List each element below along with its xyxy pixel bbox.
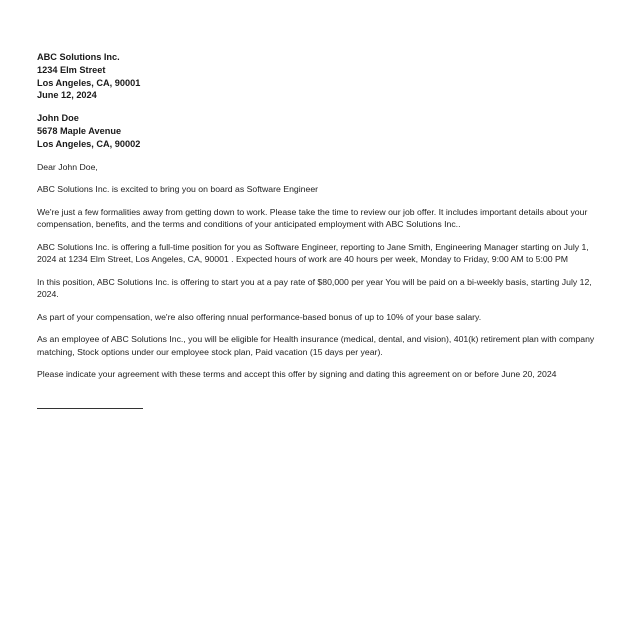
recipient-address-block xyxy=(37,112,600,150)
sender-address-block xyxy=(37,51,600,102)
salutation: Dear John Doe, xyxy=(37,161,98,172)
paragraph-acceptance: Please indicate your agreement with these terms and accept this offer by signing and dating this agreement on or before June 20, 2024 xyxy=(37,369,557,380)
sender-company: ABC Solutions Inc. xyxy=(37,52,120,62)
paragraph-bonus: As part of your compensation, we're also offering nnual performance-based bonus of up to 10% of your base salary. xyxy=(37,311,482,322)
paragraph-benefits: As an employee of ABC Solutions Inc., you will be eligible for Health insurance (medical, dental, and vision), 401(k) retirement plan with company matching, Stock options under our employee stock plan, Paid vacation (15 days per year). xyxy=(37,334,595,357)
paragraph-position: ABC Solutions Inc. is offering a full-time position for you as Software Engineer, reporting to Jane Smith, Engineering Manager starting on July 1, 2024 at 1234 Elm Street, Los Angeles, CA, 90001 . Expected hours of work are 40 hours per week, Monday to Friday, 9:00 AM to 5:00 PM xyxy=(37,241,589,265)
recipient-street: 5678 Maple Avenue xyxy=(37,125,122,136)
paragraph-intro: ABC Solutions Inc. is excited to bring you on board as Software Engineer xyxy=(37,184,319,195)
paragraph-pay: In this position, ABC Solutions Inc. is offering to start you at a pay rate of $80,000 per year You will be paid on a bi-weekly basis, starting July 12, 2024. xyxy=(37,276,592,300)
recipient-city-line: Los Angeles, CA, 90002 xyxy=(37,138,141,149)
sender-street: 1234 Elm Street xyxy=(37,64,106,75)
recipient-name: John Doe xyxy=(37,113,79,124)
signature-line xyxy=(37,408,143,409)
sender-city-line: Los Angeles, CA, 90001 xyxy=(37,77,141,88)
letter-date: June 12, 2024 xyxy=(37,90,97,101)
paragraph-formalities: We're just a few formalities away from getting down to work. Please take the time to review our job offer. It includes important details about your compensation, benefits, and the terms and conditions of your anticipated employment with ABC Solutions Inc.. xyxy=(37,206,588,230)
